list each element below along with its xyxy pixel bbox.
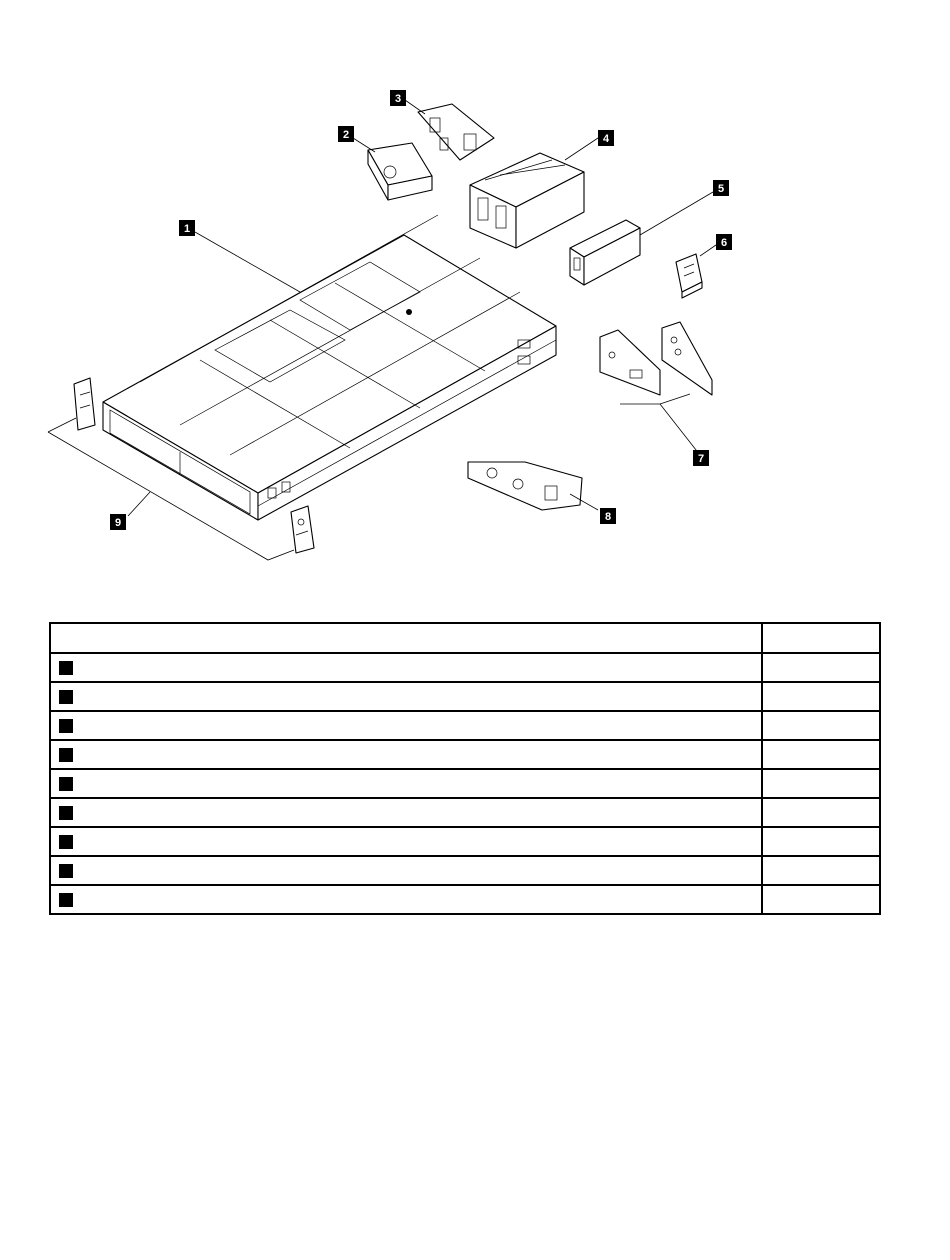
front-bracket bbox=[468, 462, 582, 510]
svg-text:1: 1 bbox=[183, 223, 191, 235]
callout-3 bbox=[390, 90, 406, 106]
row-value-cell bbox=[762, 827, 880, 856]
row-value-cell bbox=[762, 711, 880, 740]
callout-2 bbox=[338, 126, 354, 142]
bracket-part bbox=[368, 143, 432, 200]
row-value-cell bbox=[762, 856, 880, 885]
small-module bbox=[676, 254, 702, 298]
row-value-cell bbox=[762, 885, 880, 914]
callout-square-icon bbox=[59, 661, 73, 675]
exploded-parts-diagram bbox=[0, 0, 950, 600]
rack-ear-right bbox=[291, 506, 314, 553]
row-description-cell bbox=[50, 740, 762, 769]
table-row bbox=[50, 711, 880, 740]
rack-ear-left bbox=[74, 378, 95, 430]
svg-text:3: 3 bbox=[394, 93, 402, 105]
table-row bbox=[50, 885, 880, 914]
row-description-cell bbox=[50, 885, 762, 914]
callout-4 bbox=[598, 130, 614, 146]
callout-square-icon bbox=[59, 748, 73, 762]
table-row bbox=[50, 798, 880, 827]
callout-square-icon bbox=[59, 777, 73, 791]
row-value-cell bbox=[762, 769, 880, 798]
parts-list-table bbox=[49, 622, 881, 915]
svg-text:2: 2 bbox=[342, 129, 350, 141]
board-part bbox=[418, 104, 494, 160]
callout-square-icon bbox=[59, 690, 73, 704]
callout-square-icon bbox=[59, 719, 73, 733]
l-brackets bbox=[600, 322, 712, 395]
table-header-row bbox=[50, 623, 880, 653]
header-value bbox=[762, 623, 880, 653]
callout-square-icon bbox=[59, 864, 73, 878]
svg-text:4: 4 bbox=[602, 133, 610, 145]
table-row bbox=[50, 740, 880, 769]
table-row bbox=[50, 682, 880, 711]
drive-cage bbox=[470, 153, 584, 248]
row-description-cell bbox=[50, 711, 762, 740]
callout-square-icon bbox=[59, 835, 73, 849]
callout-6 bbox=[716, 234, 732, 250]
row-description-cell bbox=[50, 856, 762, 885]
svg-text:7: 7 bbox=[697, 453, 705, 465]
callout-square-icon bbox=[59, 893, 73, 907]
row-value-cell bbox=[762, 682, 880, 711]
header-description bbox=[50, 623, 762, 653]
callout-8 bbox=[600, 508, 616, 524]
row-description-cell bbox=[50, 682, 762, 711]
power-supply bbox=[570, 220, 640, 285]
row-description-cell bbox=[50, 653, 762, 682]
svg-text:9: 9 bbox=[114, 517, 122, 529]
row-value-cell bbox=[762, 740, 880, 769]
svg-text:6: 6 bbox=[720, 237, 728, 249]
row-description-cell bbox=[50, 827, 762, 856]
row-value-cell bbox=[762, 653, 880, 682]
row-description-cell bbox=[50, 769, 762, 798]
callout-9 bbox=[110, 514, 126, 530]
callout-7 bbox=[693, 450, 709, 466]
table-row bbox=[50, 769, 880, 798]
callout-1 bbox=[179, 220, 195, 236]
svg-text:5: 5 bbox=[717, 183, 725, 195]
row-description-cell bbox=[50, 798, 762, 827]
row-value-cell bbox=[762, 798, 880, 827]
table-row bbox=[50, 856, 880, 885]
table-body bbox=[50, 653, 880, 914]
svg-text:8: 8 bbox=[604, 511, 612, 523]
table-row bbox=[50, 653, 880, 682]
callout-5 bbox=[713, 180, 729, 196]
table-row bbox=[50, 827, 880, 856]
callout-square-icon bbox=[59, 806, 73, 820]
